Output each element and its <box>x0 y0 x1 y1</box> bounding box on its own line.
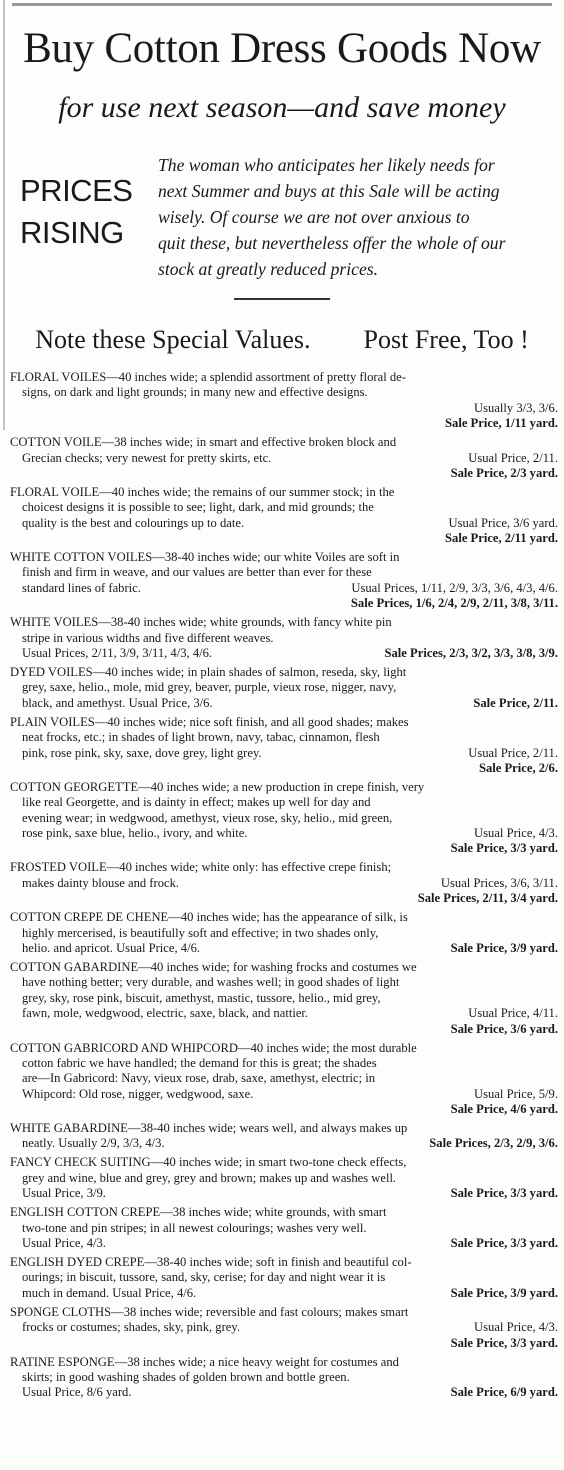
item-usual-inline: black, and amethyst. Usual Price, 3/6. <box>22 695 213 710</box>
sale-price: Sale Price, 3/3 yard. <box>450 1236 558 1251</box>
list-item <box>10 910 558 956</box>
item-description-first: COTTON GABRICORD AND WHIPCORD—40 inches wide; the most durable <box>10 1040 417 1055</box>
item-description: grey, sky, rose pink, biscuit, amethyst, mastic, tussore, helio., mid grey, <box>22 990 381 1005</box>
prices-rising <box>20 170 145 254</box>
list-item <box>10 485 558 547</box>
usual-price: Usual Prices, 1/11, 2/9, 3/3, 3/6, 4/3, 4/6. <box>351 580 558 595</box>
item-usual-inline: Usual Price, 3/9. <box>22 1186 106 1201</box>
intro-paragraph <box>158 152 562 282</box>
item-description-first: FROSTED VOILE—40 inches wide; white only: has effective crepe finish; <box>10 860 392 875</box>
item-usual-inline: rose pink, saxe blue, helio., ivory, and white. <box>22 826 248 841</box>
rising-word: RISING <box>20 215 124 250</box>
item-description: signs, on dark and light grounds; in many new and effective designs. <box>22 385 368 400</box>
sale-price: Sale Prices, 1/6, 2/4, 2/9, 2/11, 3/8, 3/11. <box>350 596 558 611</box>
item-description: stripe in various widths and five different weaves. <box>22 630 274 645</box>
item-description-first: COTTON VOILE—38 inches wide; in smart and effective broken block and <box>10 435 397 450</box>
sale-price: Sale Prices, 2/11, 3/4 yard. <box>417 891 558 906</box>
item-description-first: DYED VOILES—40 inches wide; in plain shades of salmon, reseda, sky, light <box>10 665 407 679</box>
usual-price: Usual Price, 5/9. <box>474 1086 558 1101</box>
intro-line: next Summer and buys at this Sale will be acting <box>158 181 500 201</box>
item-description: like real Georgette, and is dainty in effect; makes up well for day and <box>22 795 371 810</box>
list-item <box>10 715 558 777</box>
item-description-first: WHITE VOILES—38-40 inches wide; white grounds, with fancy white pin <box>10 615 392 630</box>
intro-line: The woman who anticipates her likely needs for <box>158 155 495 175</box>
item-description: finish and firm in weave, and our values are better than ever for these <box>22 565 372 580</box>
headline: Buy Cotton Dress Goods Now <box>23 25 541 72</box>
item-usual-inline: Usual Price, 4/3. <box>22 1236 106 1251</box>
subhead: for use next season—and save money <box>58 91 506 124</box>
item-description: highly mercerised, is beautifully soft and effective; in two shades only, <box>22 925 379 940</box>
list-item <box>10 780 558 857</box>
item-description-first: COTTON CREPE DE CHENE—40 inches wide; has the appearance of silk, is <box>10 910 408 925</box>
list-item <box>10 370 558 432</box>
list-item <box>10 1121 558 1152</box>
item-description: evening wear; in wedgwood, amethyst, vieux rose, sky, helio., mid green, <box>22 810 393 825</box>
item-usual-inline: Whipcord: Old rose, nigger, wedgwood, saxe. <box>22 1086 254 1101</box>
item-usual-inline: Usual Price, 8/6 yard. <box>22 1385 132 1400</box>
list-item <box>10 1255 558 1301</box>
post-free-text: Post Free, Too ! <box>363 325 529 354</box>
special-values-text: Note these Special Values. <box>35 325 311 354</box>
item-description-first: FLORAL VOILES—40 inches wide; a splendid assortment of pretty floral de- <box>10 370 406 384</box>
list-item <box>10 860 558 906</box>
list-item <box>10 1305 558 1351</box>
list-item <box>10 435 558 481</box>
sale-price: Sale Price, 3/9 yard. <box>450 941 558 956</box>
sale-price: Sale Price, 3/3 yard. <box>450 841 558 856</box>
list-item <box>10 615 558 661</box>
item-description-first: PLAIN VOILES—40 inches wide; nice soft finish, and all good shades; makes <box>10 714 409 729</box>
usual-price: Usual Price, 4/3. <box>474 826 558 841</box>
item-description-first: WHITE GABARDINE—38-40 inches wide; wears well, and always makes up <box>10 1121 408 1136</box>
sale-price: Sale Prices, 2/3, 2/9, 3/6. <box>429 1136 558 1151</box>
item-description: neat frocks, etc.; in shades of light brown, navy, tabac, cinnamon, flesh <box>22 730 380 745</box>
sale-price: Sale Price, 2/11. <box>473 695 558 710</box>
sale-price: Sale Price, 4/6 yard. <box>450 1102 558 1117</box>
list-item <box>10 1205 558 1251</box>
item-usual-inline <box>10 401 22 416</box>
sale-price: Sale Price, 2/11 yard. <box>445 531 558 546</box>
sale-price: Sale Price, 2/3 yard. <box>450 465 558 480</box>
item-usual-inline: standard lines of fabric. <box>22 580 141 595</box>
item-usual-inline: pink, rose pink, sky, saxe, dove grey, light grey. <box>22 745 262 760</box>
intro-line: stock at greatly reduced prices. <box>158 259 379 279</box>
usual-price: Usually 3/3, 3/6. <box>474 400 558 415</box>
intro-line: quit these, but nevertheless offer the whole of our <box>158 233 506 253</box>
usual-price: Usual Price, 2/11. <box>468 450 558 465</box>
item-usual-inline: Usual Prices, 2/11, 3/9, 3/11, 4/3, 4/6. <box>22 646 213 661</box>
sale-price: Sale Price, 2/6. <box>478 760 558 775</box>
usual-price: Usual Prices, 3/6, 3/11. <box>440 875 558 890</box>
item-usual-inline: much in demand. Usual Price, 4/6. <box>22 1285 197 1300</box>
item-description: are—In Gabricord: Navy, vieux rose, drab, saxe, amethyst, electric; in <box>22 1071 376 1086</box>
item-usual-inline: neatly. Usually 2/9, 3/3, 4/3. <box>22 1136 165 1151</box>
item-description-first: FLORAL VOILE—40 inches wide; the remains of our summer stock; in the <box>10 484 395 499</box>
item-usual-inline: helio. and apricot. Usual Price, 4/6. <box>22 941 201 956</box>
usual-price: Usual Price, 4/3. <box>474 1320 558 1335</box>
item-description-first: SPONGE CLOTHS—38 inches wide; reversible and fast colours; makes smart <box>10 1304 409 1319</box>
item-usual-inline: makes dainty blouse and frock. <box>22 875 180 890</box>
item-description: choicest designs it is possible to see; light, dark, and mid grounds; the <box>22 500 374 515</box>
item-description: skirts; in good washing shades of golden brown and bottle green. <box>22 1369 350 1384</box>
sale-price: Sale Prices, 2/3, 3/2, 3/3, 3/8, 3/9. <box>384 646 558 661</box>
item-description-first: COTTON GEORGETTE—40 inches wide; a new production in crepe finish, very <box>10 779 425 794</box>
list-item <box>10 1155 558 1201</box>
item-description: grey and wine, blue and grey, grey and brown; makes up and washes well. <box>22 1170 397 1185</box>
item-list <box>10 370 558 1404</box>
item-description-first: ENGLISH COTTON CREPE—38 inches wide; white grounds, with smart <box>10 1205 387 1220</box>
item-usual-inline: Grecian checks; very newest for pretty skirts, etc. <box>22 450 272 465</box>
item-description: cotton fabric we have handled; the demand for this is great; the shades <box>22 1055 377 1070</box>
list-item <box>10 665 558 711</box>
sale-price: Sale Price, 3/3 yard. <box>450 1335 558 1350</box>
item-usual-inline: quality is the best and colourings up to date. <box>22 515 245 530</box>
list-item <box>10 550 558 612</box>
list-item <box>10 1041 558 1118</box>
sale-price: Sale Price, 3/3 yard. <box>450 1186 558 1201</box>
usual-price: Usual Price, 4/11. <box>468 1006 558 1021</box>
list-item <box>10 960 558 1037</box>
sale-price: Sale Price, 1/11 yard. <box>445 416 558 431</box>
usual-price: Usual Price, 3/6 yard. <box>448 515 558 530</box>
item-description: two-tone and pin stripes; in all newest colourings; washes very well. <box>22 1220 367 1235</box>
sale-price: Sale Price, 3/6 yard. <box>450 1021 558 1036</box>
divider <box>234 298 330 300</box>
item-description: have nothing better; very durable, and washes well; in good shades of light <box>22 975 400 990</box>
special-values-heading <box>0 322 564 358</box>
item-description: grey, saxe, helio., mole, mid grey, beaver, purple, vieux rose, nigger, navy, <box>22 680 397 695</box>
item-description-first: RATINE ESPONGE—38 inches wide; a nice heavy weight for costumes and <box>10 1354 399 1369</box>
usual-price: Usual Price, 2/11. <box>468 745 558 760</box>
list-item <box>10 1355 558 1401</box>
item-description-first: FANCY CHECK SUITING—40 inches wide; in smart two-tone check effects, <box>10 1155 407 1170</box>
sale-price: Sale Price, 6/9 yard. <box>450 1385 558 1400</box>
sale-price: Sale Price, 3/9 yard. <box>450 1285 558 1300</box>
item-usual-inline: fawn, mole, wedgwood, electric, saxe, black, and nattier. <box>22 1006 309 1021</box>
item-description-first: ENGLISH DYED CREPE—38-40 inches wide; soft in finish and beautiful col- <box>10 1255 412 1269</box>
item-description: ourings; in biscuit, tussore, sand, sky, cerise; for day and night wear it is <box>22 1270 386 1285</box>
item-description-first: COTTON GABARDINE—40 inches wide; for washing frocks and costumes we <box>10 960 417 974</box>
intro-line: wisely. Of course we are not over anxious to <box>158 207 470 227</box>
item-description-first: WHITE COTTON VOILES—38-40 inches wide; our white Voiles are soft in <box>10 550 400 565</box>
top-rule <box>12 3 552 6</box>
prices-word: PRICES <box>20 173 133 208</box>
item-usual-inline: frocks or costumes; shades, sky, pink, grey. <box>22 1320 241 1335</box>
